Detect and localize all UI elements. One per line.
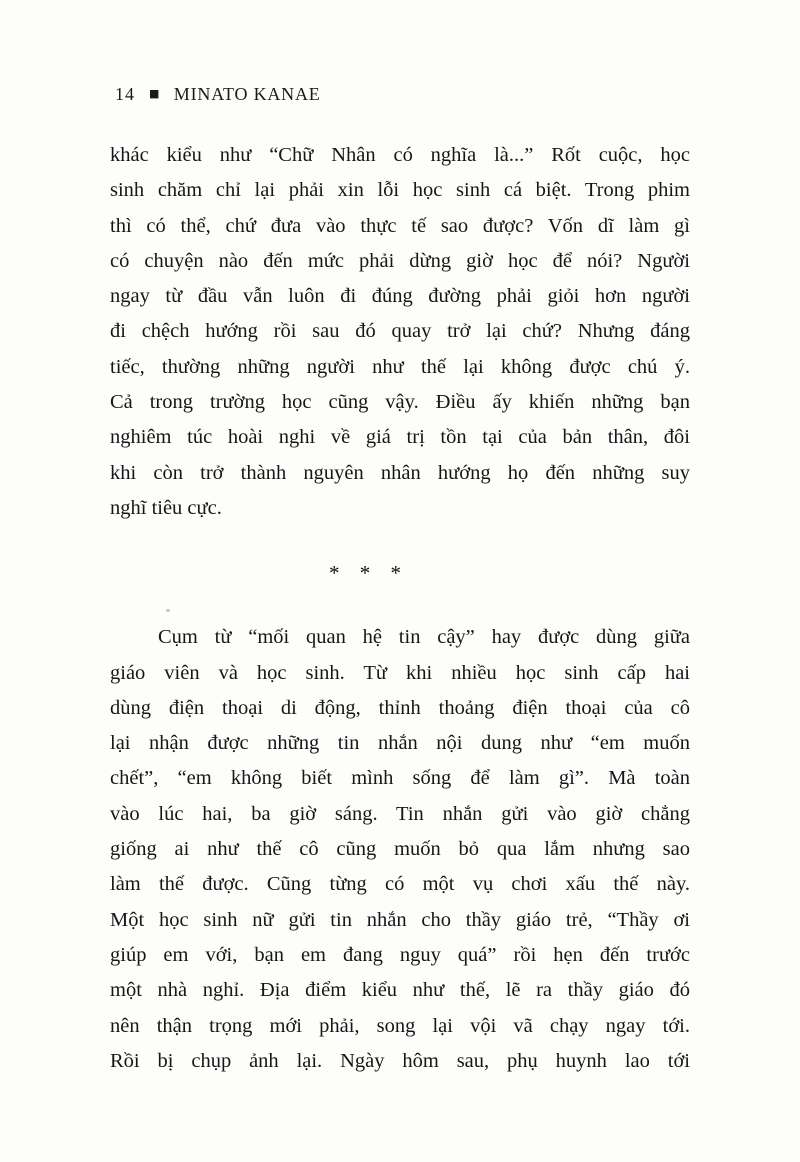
text-line: giống ai như thế cô cũng muốn bỏ qua lắm nhưng sao (110, 838, 690, 861)
page-header (115, 84, 321, 105)
text-line: chết”, “em không biết mình sống để làm gì”. Mà toàn (110, 767, 690, 790)
text-line: Một học sinh nữ gửi tin nhắn cho thầy giáo trẻ, “Thầy ơi (110, 908, 690, 931)
text-line: vào lúc hai, ba giờ sáng. Tin nhắn gửi vào giờ chẳng (110, 802, 690, 825)
paragraph (110, 138, 690, 526)
text-line: giáo viên và học sinh. Từ khi nhiều học sinh cấp hai (110, 661, 690, 684)
text-line: nghiêm túc hoài nghi về giá trị tồn tại của bản thân, đôi (110, 426, 690, 449)
text-line: Cụm từ “mối quan hệ tin cậy” hay được dùng giữa (158, 626, 690, 649)
square-bullet-icon: ■ (149, 87, 160, 100)
paragraph (110, 620, 690, 1079)
text-line: dùng điện thoại di động, thỉnh thoảng điện thoại của cô (110, 696, 690, 719)
text-line: ngay từ đầu vẫn luôn đi đúng đường phải giỏi hơn người (110, 285, 690, 308)
text-line: khác kiểu như “Chữ Nhân có nghĩa là...” Rốt cuộc, học (110, 144, 690, 166)
text-line: có chuyện nào đến mức phải dừng giờ học để nói? Người (110, 249, 690, 272)
text-line: đi chệch hướng rồi sau đó quay trở lại chứ? Nhưng đáng (110, 320, 690, 343)
text-line: một nhà nghỉ. Địa điểm kiểu như thế, lẽ ra thầy giáo đó (110, 979, 690, 1002)
text-line: Rồi bị chụp ảnh lại. Ngày hôm sau, phụ huynh lao tới (110, 1049, 690, 1072)
text-line: thì có thể, chứ đưa vào thực tế sao được? Vốn dĩ làm gì (110, 214, 690, 237)
text-line: sinh chăm chỉ lại phải xin lỗi học sinh cá biệt. Trong phim (110, 179, 690, 202)
running-title: MINATO KANAE (173, 84, 321, 104)
page-body (110, 138, 690, 1079)
text-line: khi còn trở thành nguyên nhân hướng họ đến những suy (110, 461, 690, 484)
section-break: * * * (329, 561, 401, 586)
page-number: 14 (115, 84, 135, 104)
text-line: lại nhận được những tin nhắn nội dung như “em muốn (110, 732, 690, 755)
text-line: giúp em với, bạn em đang nguy quá” rồi hẹn đến trước (110, 943, 690, 966)
text-line: Cả trong trường học cũng vậy. Điều ấy khiến những bạn (110, 391, 690, 414)
text-line: nghĩ tiêu cực. (110, 496, 222, 519)
text-line: làm thế được. Cũng từng có một vụ chơi xấu thế này. (110, 873, 690, 896)
text-line: tiếc, thường những người như thế lại không được chú ý. (110, 355, 690, 378)
text-line: nên thận trọng mới phải, song lại vội vã chạy ngay tới. (110, 1014, 690, 1037)
